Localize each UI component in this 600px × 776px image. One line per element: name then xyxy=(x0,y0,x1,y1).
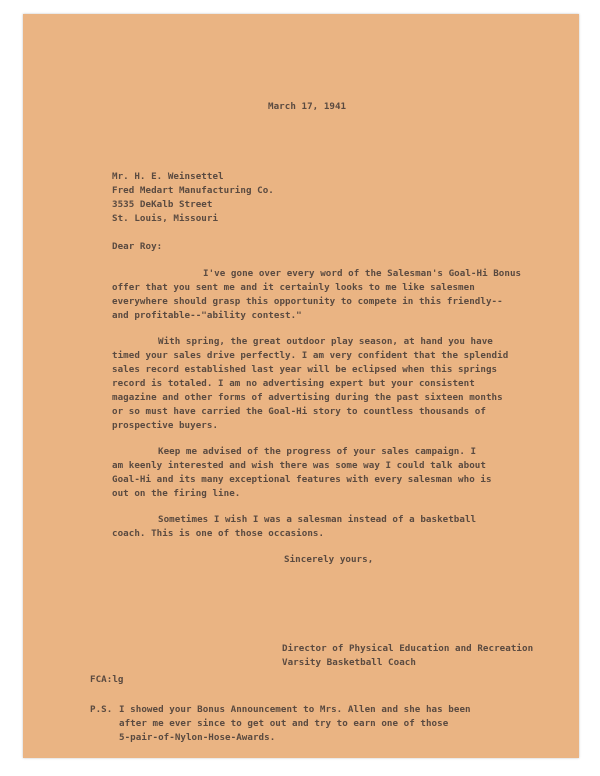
body-line: coach. This is one of those occasions. xyxy=(112,528,325,539)
postscript-line: 5-pair-of-Nylon-Hose-Awards. xyxy=(119,732,276,743)
body-line: offer that you sent me and it certainly looks to me like salesmen xyxy=(112,282,475,293)
postscript-line: after me ever since to get out and try to earn one of those xyxy=(119,718,449,729)
postscript-label: P.S. xyxy=(90,704,113,715)
letter-sheet xyxy=(23,14,579,758)
address-line: Mr. H. E. Weinsettel xyxy=(112,171,224,182)
salutation: Dear Roy: xyxy=(112,241,163,252)
body-line: Sometimes I wish I was a salesman instead of a basketball xyxy=(158,514,477,525)
body-line: or so must have carried the Goal-Hi story to countless thousands of xyxy=(112,406,486,417)
address-line: 3535 DeKalb Street xyxy=(112,199,213,210)
complimentary-close: Sincerely yours, xyxy=(284,554,374,565)
signature-title: Varsity Basketball Coach xyxy=(282,657,416,668)
body-line: magazine and other forms of advertising during the past sixteen months xyxy=(112,392,503,403)
body-line: Goal-Hi and its many exceptional features with every salesman who is xyxy=(112,474,492,485)
address-line: St. Louis, Missouri xyxy=(112,213,219,224)
body-line: and profitable--"ability contest." xyxy=(112,310,302,321)
body-line: I've gone over every word of the Salesman's Goal-Hi Bonus xyxy=(203,268,522,279)
body-line: sales record established last year will be eclipsed when this springs xyxy=(112,364,498,375)
body-line: am keenly interested and wish there was some way I could talk about xyxy=(112,460,486,471)
letter-date: March 17, 1941 xyxy=(268,101,347,112)
body-line: Keep me advised of the progress of your sales campaign. I xyxy=(158,446,477,457)
body-line: out on the firing line. xyxy=(112,488,241,499)
body-line: prospective buyers. xyxy=(112,420,219,431)
body-line: everywhere should grasp this opportunity to compete in this friendly-- xyxy=(112,296,503,307)
body-line: With spring, the great outdoor play season, at hand you have xyxy=(158,336,493,347)
reference-initials: FCA:lg xyxy=(90,674,124,685)
body-line: record is totaled. I am no advertising expert but your consistent xyxy=(112,378,475,389)
signature-title: Director of Physical Education and Recreation xyxy=(282,643,534,654)
address-line: Fred Medart Manufacturing Co. xyxy=(112,185,274,196)
body-line: timed your sales drive perfectly. I am very confident that the splendid xyxy=(112,350,509,361)
postscript-line: I showed your Bonus Announcement to Mrs. Allen and she has been xyxy=(119,704,471,715)
